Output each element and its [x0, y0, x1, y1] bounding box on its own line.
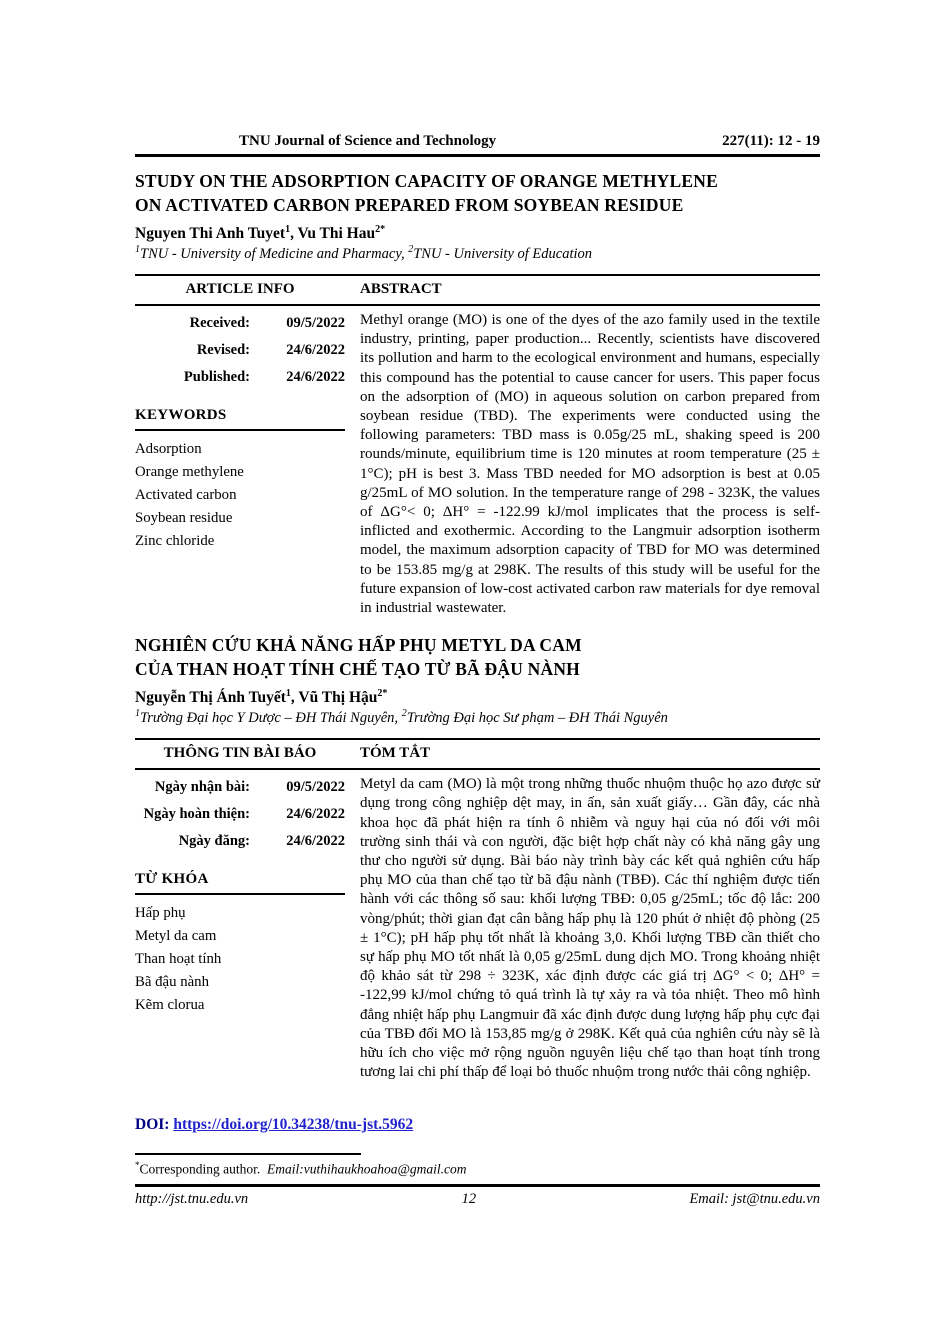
date-value: 24/6/2022	[286, 341, 345, 358]
affil-en-text1: TNU - University of Medicine and Pharmacy,	[140, 245, 409, 262]
author-en-1-sup: 1	[285, 224, 291, 235]
keyword-item: Than hoạt tính	[135, 951, 222, 968]
abstract-text-vi: Metyl da cam (MO) là một trong những thuốc nhuộm thuộc họ azo được sử dụng trong công nghiệp dệt may, in ấn, sản xuất giấy… Gần đây, các nhà khoa học đã phát hiện ra tính ô nhiễm và nguy hại của nó đối với môi trường sinh thái và con người, đặc biệt hợp chất này có khả năng gây ung thư cho người sử dụng. Bài báo này trình bày các kết quả nghiên cứu hấp phụ MO của than chế tạo từ bã đậu nành (TBĐ). Các thí nghiệm được tiến hành với các thông số sau: khối lượng TBĐ: 0,05 g/25mL; tốc độ lắc: 200 vòng/phút; thời gian đạt cân bằng hấp phụ là 120 phút ở nhiệt độ phòng (25 ± 1°C); pH hấp phụ tốt nhất là khoảng 3,0. Khối lượng TBĐ cần thiết cho sự hấp phụ MO tốt nhất là 0,05 g/25mL dung dịch MO. Trong khoảng nhiệt độ khảo sát từ 298 ÷ 323K, xác định được các giá trị ΔG° < 0; ΔH° = -122,99 kJ/mol chứng tỏ quá trình là tự xảy ra và tỏa nhiệt. Theo mô hình đẳng nhiệt hấp phụ Langmuir đã xác định được dung lượng hấp phụ cực đại của TBĐ đối MO là 153,85 mg/g ở 298K. Kết quả của nghiên cứu này sẽ là hữu ích cho việc mở rộng nguồn nguyên liệu chế tạo than hoạt tính trong tương lai chi phí thấp để loại bỏ thuốc nhuộm trong nước thải công nghiệp.	[360, 776, 820, 1081]
affil-vi-text1: Trường Đại học Y Dược – ĐH Thái Nguyên,	[140, 710, 402, 727]
date-row	[135, 806, 345, 833]
doi-label: DOI:	[135, 1116, 170, 1133]
keyword-item: Activated carbon	[135, 486, 237, 503]
date-label: Ngày hoàn thiện:	[143, 806, 250, 823]
keywords-heading-vi: TỪ KHÓA	[135, 871, 345, 895]
doi-link[interactable]: https://doi.org/10.34238/tnu-jst.5962	[173, 1116, 414, 1133]
date-label: Published:	[183, 368, 250, 385]
dates-vi	[135, 779, 345, 860]
info-table-vi-left	[135, 770, 345, 1082]
article-title-vi-line2: CỦA THAN HOẠT TÍNH CHẾ TẠO TỪ BÃ ĐẬU NÀNH	[135, 659, 580, 680]
keyword-item: Soybean residue	[135, 509, 233, 526]
footnote-rule	[135, 1153, 361, 1155]
author-en-2-sup: 2*	[375, 224, 386, 235]
author-en-1: Nguyen Thi Anh Tuyet	[135, 225, 286, 243]
keywords-list-vi	[135, 902, 345, 1017]
date-label: Ngày đăng:	[178, 833, 250, 850]
footer-site-url: http://jst.tnu.edu.vn	[135, 1191, 249, 1207]
author-vi-2-sup: 2*	[377, 688, 388, 700]
authors-en	[135, 224, 820, 243]
affil-en-sup1: 1	[135, 244, 140, 256]
affiliation-en	[135, 244, 820, 263]
article-info-heading-vi: THÔNG TIN BÀI BÁO	[163, 745, 317, 762]
info-table-vi-body	[135, 770, 820, 1082]
abstract-heading-vi: TÓM TẮT	[360, 745, 431, 762]
authors-vi	[135, 688, 820, 707]
date-value: 09/5/2022	[286, 314, 345, 331]
date-value: 09/5/2022	[286, 779, 345, 796]
author-vi-1: Nguyễn Thị Ánh Tuyết	[135, 689, 286, 707]
article-title-en	[135, 169, 820, 217]
date-label: Revised:	[196, 341, 250, 358]
affil-vi-text2: Trường Đại học Sư phạm – ĐH Thái Nguyên	[406, 710, 668, 727]
affiliation-vi	[135, 708, 820, 727]
info-table-vi-header	[135, 740, 820, 770]
running-head	[135, 0, 820, 150]
keyword-item: Orange methylene	[135, 463, 244, 480]
article-info-heading: ARTICLE INFO	[185, 280, 295, 297]
date-label: Ngày nhận bài:	[154, 779, 250, 796]
date-row	[135, 342, 345, 369]
article-title-vi-line1: NGHIÊN CỨU KHẢ NĂNG HẤP PHỤ METYL DA CAM	[135, 635, 582, 656]
affil-vi-sup2: 2	[401, 708, 407, 720]
article-title-en-line2: ON ACTIVATED CARBON PREPARED FROM SOYBEAN RESIDUE	[135, 195, 684, 215]
keywords-heading-en: KEYWORDS	[135, 407, 345, 431]
article-title-vi	[135, 633, 820, 681]
footer-email: Email: jst@tnu.edu.vn	[689, 1191, 820, 1207]
date-row	[135, 369, 345, 396]
dates-en	[135, 315, 345, 396]
info-table-en	[135, 274, 820, 618]
footnote-email: Email:vuthihaukhoahoa@gmail.com	[267, 1161, 467, 1177]
date-label: Received:	[189, 314, 250, 331]
date-row	[135, 315, 345, 342]
authors-vi-sep: ,	[290, 689, 299, 707]
doi-row	[135, 1116, 413, 1134]
affil-en-text2: TNU - University of Education	[413, 245, 593, 262]
info-table-en-header	[135, 276, 820, 306]
abstract-heading: ABSTRACT	[360, 280, 442, 297]
keywords-list-en	[135, 438, 345, 553]
issue-pages: 227(11): 12 - 19	[722, 133, 820, 149]
date-row	[135, 833, 345, 860]
journal-title: TNU Journal of Science and Technology	[239, 133, 497, 149]
date-row	[135, 779, 345, 806]
keyword-item: Adsorption	[135, 440, 202, 457]
date-value: 24/6/2022	[286, 833, 345, 850]
keyword-item: Metyl da cam	[135, 928, 217, 945]
keyword-item: Kẽm clorua	[135, 997, 205, 1014]
info-table-en-body	[135, 306, 820, 618]
keyword-item: Bã đậu nành	[135, 974, 209, 991]
info-table-en-left	[135, 306, 345, 618]
footnote-text: Corresponding author.	[139, 1161, 261, 1177]
footer-rule	[135, 1184, 820, 1187]
affil-vi-sup1: 1	[135, 708, 140, 720]
authors-en-sep: ,	[290, 225, 298, 243]
footnote-asterisk: *	[135, 1160, 140, 1170]
header-rule	[135, 154, 820, 157]
info-table-vi	[135, 738, 820, 1082]
abstract-text-en: Methyl orange (MO) is one of the dyes of the azo family used in the textile industry, printing, paper production... Recently, scientists have discovered its pollution and harm to the ecological environment and humans, especially this compound has the potential to cause cancer for users. This paper focus on the adsorption of (MO) in aqueous solution on carbon prepared from soybean residue (TBD). The experiments were conducted using the following parameters: TBD mass is 0.05g/25 mL, shaking speed is 200 rounds/minute, equilibrium time is 120 minutes at room temperature (25 ± 1°C); pH is best 3. Mass TBD needed for MO adsorption is best at 0.05 g/25mL of MO solution. In the temperature range of 298 - 323K, the values of ΔG°< 0; ΔH° = -122.99 kJ/mol implicates that the process is self-inflicted and exothermic. According to the Langmuir adsorption isotherm model, the maximum adsorption capacity of TBD for MO was determined to be 153.85 mg/g at 298K. The results of this study will be useful for the future expansion of low-cost activated carbon raw materials for dye removal in industrial wastewater.	[360, 311, 820, 617]
keyword-item: Hấp phụ	[135, 905, 186, 922]
author-vi-2: Vũ Thị Hậu	[298, 689, 378, 707]
date-value: 24/6/2022	[286, 806, 345, 823]
author-vi-1-sup: 1	[285, 688, 291, 700]
page-footer	[135, 1191, 820, 1208]
date-value: 24/6/2022	[286, 368, 345, 385]
corresponding-author-footnote	[135, 1160, 467, 1178]
keyword-item: Zinc chloride	[135, 532, 215, 549]
article-title-en-line1: STUDY ON THE ADSORPTION CAPACITY OF ORANGE METHYLENE	[135, 171, 718, 191]
affil-en-sup2: 2	[408, 244, 414, 256]
footer-page-number: 12	[461, 1191, 477, 1207]
author-en-2: Vu Thi Hau	[297, 225, 376, 243]
